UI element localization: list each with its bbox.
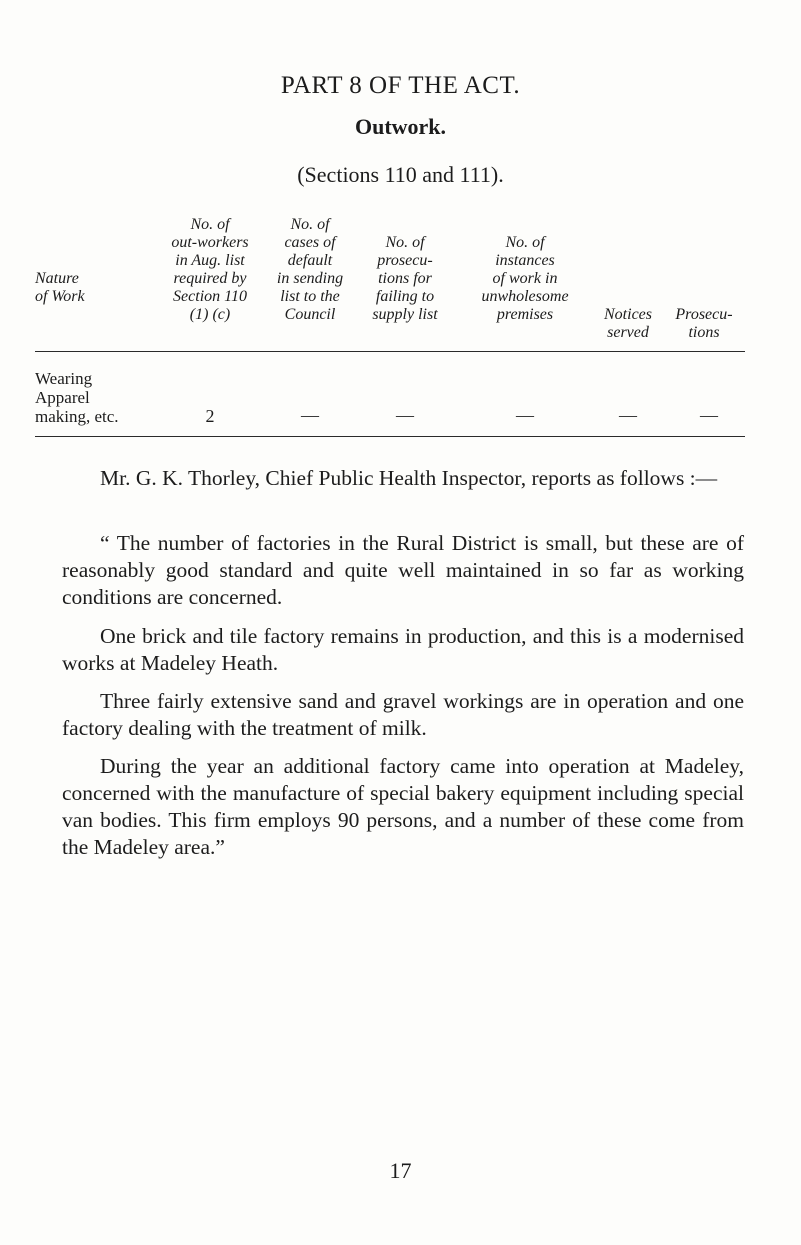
column-header-prosecutions-failing: No. of prosecu- tions for failing to supply list: [372, 234, 438, 323]
table-header-rule: [35, 351, 745, 352]
section-title: Outwork.: [354, 114, 447, 139]
body-paragraph: Three fairly extensive sand and gravel workings are in operation and one factory dealing with the treatment of milk.: [62, 689, 744, 740]
cell-prosecutions: —: [700, 405, 718, 425]
cell-unwholesome-premises: —: [516, 405, 534, 425]
cell-prosecutions-failing: —: [396, 405, 414, 425]
cell-notices-served: —: [619, 405, 637, 425]
column-header-nature: Nature of Work: [35, 270, 85, 305]
body-paragraph: “ The number of factories in the Rural District is small, but these are of reasonably good standard and quite well maintained in so far as working conditions are concerned.: [62, 531, 744, 609]
intro-paragraph: Mr. G. K. Thorley, Chief Public Health Inspector, reports as follows :—: [100, 466, 718, 490]
page-number: 17: [389, 1158, 412, 1183]
sections-reference: (Sections 110 and 111).: [297, 162, 504, 187]
body-paragraph: One brick and tile factory remains in production, and this is a modernised works at Madeley Heath.: [62, 624, 744, 675]
cell-cases-of-default: —: [301, 405, 319, 425]
part-title: PART 8 OF THE ACT.: [280, 72, 521, 99]
row-nature-of-work: Wearing Apparel making, etc.: [35, 369, 119, 426]
column-header-prosecutions: Prosecu- tions: [675, 306, 733, 341]
table-bottom-rule: [35, 436, 745, 437]
cell-outworkers: 2: [205, 406, 215, 426]
column-header-outworkers: No. of out-workers in Aug. list required by Section 110 (1) (c): [171, 216, 249, 323]
column-header-unwholesome-premises: No. of instances of work in unwholesome premises: [481, 234, 569, 323]
column-header-notices-served: Notices served: [604, 306, 652, 341]
column-header-cases-of-default: No. of cases of default in sending list to the Council: [276, 216, 344, 323]
body-paragraph: During the year an additional factory came into operation at Madeley, concerned with the manufacture of special bakery equipment including special van bodies. This firm employs 90 persons, and a number of these come from the Madeley area.”: [62, 754, 744, 859]
